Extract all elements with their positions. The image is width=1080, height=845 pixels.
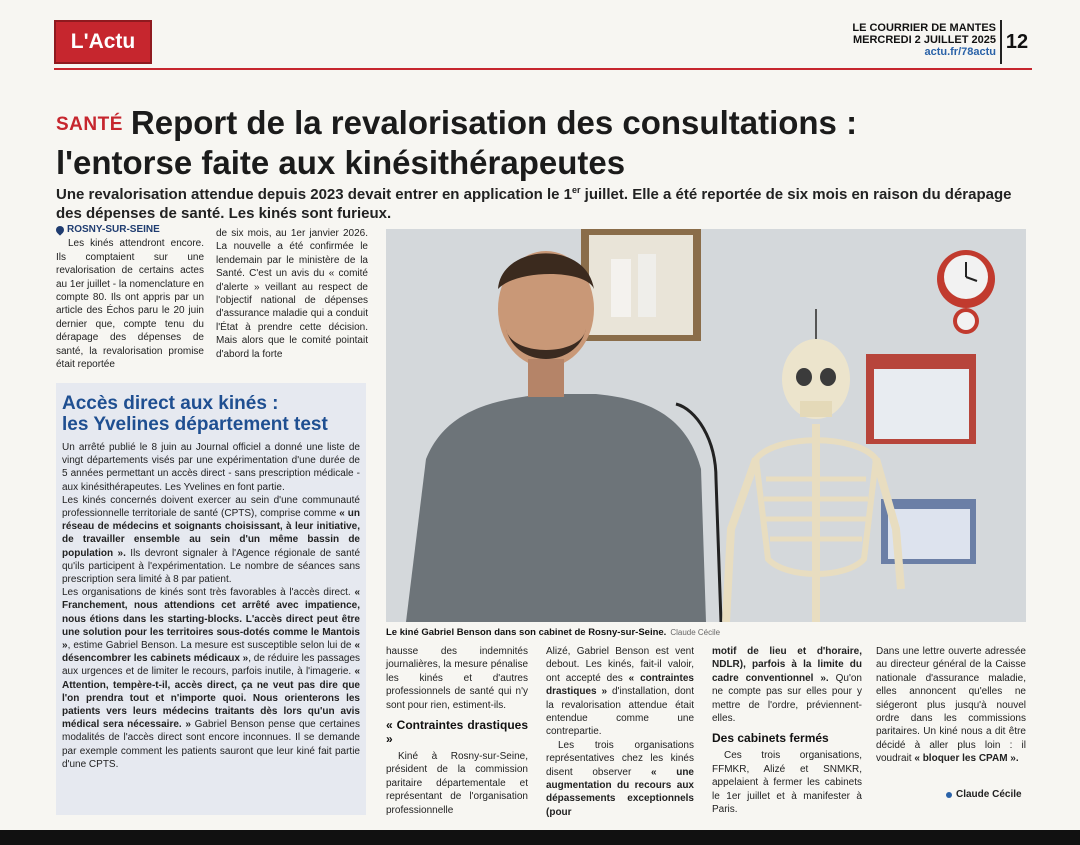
sidebar-paragraph: Un arrêté publié le 8 juin au Journal officiel a donné une liste de vingt départements visés par une expérimentation d'une durée de 5 années permettant un accès direct - sans prescription médicale - aux kinésithérapeutes. Les Yvelines en font partie. <box>62 442 360 493</box>
sidebar-span: Gabriel Benson pense que certaines modalités de l'accès direct sont encore inconnues. Il se demande par exemple comment les patients sauront que leur kiné fait partie d'une CPTS. <box>62 719 360 770</box>
author-signoff <box>946 789 1022 800</box>
subheading: Des cabinets fermés <box>712 731 829 746</box>
body-quote: « contraintes drastiques » <box>546 672 694 698</box>
body-span: Dans une lettre ouverte adressée au directeur général de la Caisse nationale d'assurance maladie, elles annoncent qu'elles ne siégeront plus jusqu'à nouvel ordre dans les commissions paritaires. Un kiné nous a dit être décidé à aller plus loin : il voudrait <box>876 646 1026 765</box>
sidebar-paragraph <box>62 586 360 771</box>
sidebar-span: Les organisations de kinés sont très favorables à l'accès direct. <box>62 587 355 599</box>
author-name: Claude Cécile <box>956 789 1022 800</box>
body-paragraph <box>712 645 862 725</box>
body-paragraph: de six mois, au 1er janvier 2026. La nouvelle a été confirmée le lendemain par le ministère de la Santé. C'est un avis du « comité d'alerte » veillant au respect de l'objectif national de dépenses d'assurance maladie qui a conduit l'État à prendre cette décision. Mais alors que le comité pointait d'abord la forte <box>216 228 368 360</box>
article-column-3 <box>386 645 528 817</box>
location-label: ROSNY-SUR-SEINE <box>67 224 160 235</box>
body-paragraph <box>546 739 694 819</box>
article-column-4 <box>546 645 694 819</box>
sidebar-span: Les kinés concernés doivent exercer au sein d'une communauté professionnelle territoriale de santé (CPTS), comprise comme <box>62 494 360 520</box>
masthead <box>852 22 996 58</box>
headline <box>56 104 1036 182</box>
location-pin-icon <box>54 224 65 235</box>
sidebar-span: , de réduire les passages aux urgences et de limiter le recours, parfois inutile, à l'imagerie. <box>62 653 360 678</box>
body-span: d'installation, dont la revalorisation attendue était entendue comme une contrepartie. <box>546 686 694 738</box>
sidebar-paragraph <box>62 494 360 586</box>
site-link[interactable]: actu.fr/78actu <box>924 46 996 58</box>
article-photo <box>386 229 1026 622</box>
photo-caption <box>386 627 1026 638</box>
standfirst-text-b: juillet. Elle a été reportée de six mois en raison du dérapage des dépenses de santé. Les kinés sont furieux. <box>56 186 1012 222</box>
section-logo: L'Actu <box>54 20 152 64</box>
standfirst-text-a: Une revalorisation attendue depuis 2023 devait entrer en application le 1 <box>56 186 572 203</box>
sidebar-span: , estime Gabriel Benson. La mesure est susceptible selon lui de <box>67 640 355 652</box>
body-quote: « bloquer les CPAM ». <box>914 753 1019 765</box>
body-quote: « une augmentation du recours aux dépassements exceptionnels (pour <box>546 766 694 818</box>
sidebar-quote: « désencombrer les cabinets médicaux » <box>62 640 360 665</box>
page-number: 12 <box>1000 20 1032 64</box>
body-span: Alizé, Gabriel Benson est vent debout. Les kinés, fait-il valoir, ont accepté des <box>546 646 694 684</box>
location-tag <box>56 223 204 236</box>
photo-credit: Claude Cécile <box>670 628 721 637</box>
sidebar-text <box>62 441 360 771</box>
body-span: Les trois organisations représentatives chez les kinés disent observer <box>546 739 694 778</box>
body-paragraph: Kiné à Rosny-sur-Seine, président de la commission paritaire départementale et représentant de l'organisation professionnelle <box>386 751 528 816</box>
sidebar-quote: « Franchement, nous attendions cet arrêté avec impatience, nous étions dans les starting-blocks. L'accès direct peut être une solution pour les territoires sous-dotés comme le Mantois » <box>62 587 360 652</box>
body-paragraph: Ces trois organisations, FFMKR, Alizé et SNMKR, appelaient à fermer les cabinets le 1er juillet et à manifester à Paris. <box>712 750 862 816</box>
sidebar-title-line1: Accès direct aux kinés : <box>62 393 279 414</box>
sidebar-quote: « un réseau de médecins et soignants choisissant, à leur initiative, de travailler ensemble au sein d'un même bassin de population ». <box>62 508 361 559</box>
sidebar-quote: « Attention, tempère-t-il, accès direct, ça ne veut pas dire que l'on prendra tout et n'importe quoi. Nous orienterons les patients vers leurs médecins traitants dès lors qu'un avis médical sera nécessaire. » <box>62 666 360 731</box>
headline-line2: l'entorse faite aux kinésithérapeutes <box>56 144 626 182</box>
subheading: « Contraintes drastiques » <box>386 718 528 747</box>
sidebar-span: Ils devront signaler à l'Agence régionale de santé qu'ils participent à l'expérimentation. Le nombre de séances sans prescription sera limité à 8 par patient. <box>62 547 361 586</box>
article-column-5 <box>712 645 862 816</box>
headline-line1: Report de la revalorisation des consultations : <box>130 104 858 141</box>
bullet-dot-icon <box>946 792 952 798</box>
article-column-2 <box>216 227 368 361</box>
body-paragraph <box>876 645 1026 766</box>
photo-illustration <box>386 229 1026 622</box>
body-quote: motif de lieu et d'horaire, NDLR), parfois à la limite du cadre conventionnel ». <box>712 646 862 684</box>
body-span: Qu'on ne compte pas sur elles pour y mettre de l'ordre, préviennent-elles. <box>712 672 862 725</box>
article-column-6 <box>876 645 1026 766</box>
sidebar-header <box>56 383 366 438</box>
body-paragraph: hausse des indemnités journalières, la mesure pénalise les kinés et d'autres professionnels de santé qui n'y sont pour rien, estiment-ils. <box>386 646 528 711</box>
body-paragraph: Les kinés attendront encore. Ils comptaient sur une revalorisation de certains actes au 1er juillet - la nomenclature en compte 80. Ils ont appris par un article des Échos paru le 20 juin dernier que, compte tenu du dérapage des dépenses de santé, la revalorisation promise était reportée <box>56 238 204 371</box>
article-column-1 <box>56 223 204 371</box>
sidebar-title-line2: les Yvelines département test <box>62 414 328 435</box>
caption-text: Le kiné Gabriel Benson dans son cabinet de Rosny-sur-Seine. <box>386 627 667 638</box>
bottom-bar <box>0 830 1080 845</box>
rubric-label: SANTÉ <box>56 114 123 136</box>
issue-date: MERCREDI 2 JUILLET 2025 <box>852 34 996 46</box>
paper-name: LE COURRIER DE MANTES <box>852 22 996 34</box>
standfirst-sup: er <box>572 185 581 195</box>
sidebar-title <box>62 393 328 435</box>
header-rule <box>54 68 1032 70</box>
body-paragraph <box>546 645 694 739</box>
standfirst <box>56 181 1032 223</box>
